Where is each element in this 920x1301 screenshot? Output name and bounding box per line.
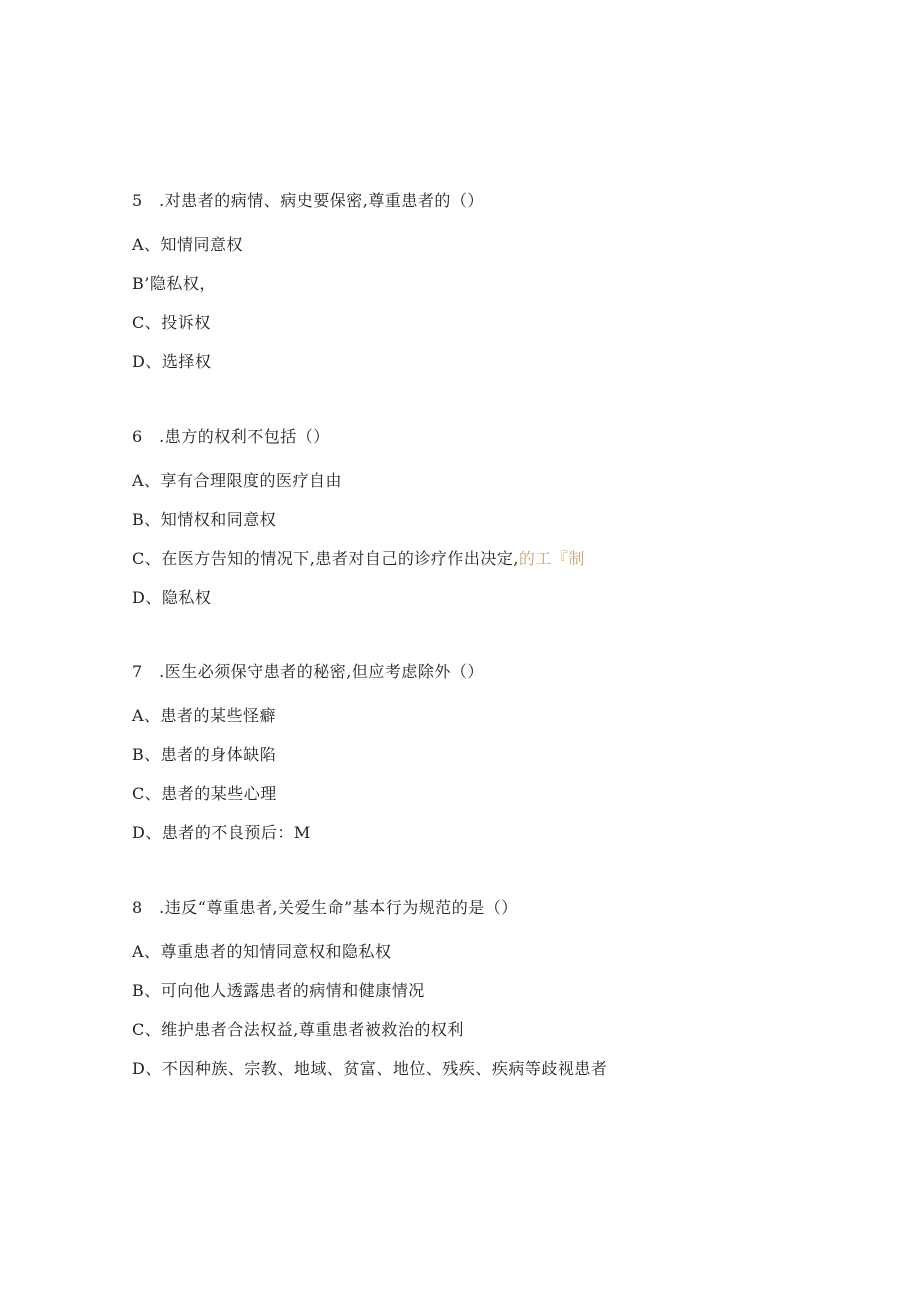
question-5-option-b: B’隐私权， [132, 274, 216, 293]
question-8-option-c: C、维护患者合法权益,尊重患者被救治的权利 [132, 1020, 464, 1039]
question-6-option-a: A、享有合理限度的医疗自由 [132, 471, 343, 490]
question-5-stem: 5 .对患者的病情、病史要保密,尊重患者的（） [132, 191, 484, 210]
question-8-option-b: B、可向他人透露患者的病情和健康情况 [132, 981, 425, 1000]
question-6-option-c: C、在医方告知的情况下,患者对自己的诊疗作出决定, [132, 549, 519, 568]
question-7-option-a: A、患者的某些怪癖 [132, 706, 277, 725]
question-5-option-a: A、知情同意权 [132, 235, 244, 254]
question-7-stem: 7 .医生必须保守患者的秘密,但应考虑除外（） [132, 662, 484, 681]
question-7-option-b: B、患者的身体缺陷 [132, 745, 277, 764]
question-5-option-d: D、选择权 [132, 352, 212, 371]
question-6-option-c-faded-tail: 的工『制 [518, 549, 585, 568]
question-7-option-d: D、患者的不良预后：M [132, 823, 311, 842]
question-6-option-c-row [132, 549, 585, 569]
question-5-option-c: C、投诉权 [132, 313, 211, 332]
question-8-option-a: A、尊重患者的知情同意权和隐私权 [132, 942, 392, 961]
question-6-stem: 6 .患方的权利不包括（） [132, 427, 330, 446]
question-8-stem: 8 .违反“尊重患者,关爱生命”基本行为规范的是（） [132, 898, 518, 917]
question-6-option-d: D、隐私权 [132, 588, 212, 607]
question-6-option-b: B、知情权和同意权 [132, 510, 277, 529]
question-8-option-d: D、不因种族、宗教、地域、贫富、地位、残疾、疾病等歧视患者 [132, 1059, 608, 1078]
question-7-option-c: C、患者的某些心理 [132, 784, 277, 803]
